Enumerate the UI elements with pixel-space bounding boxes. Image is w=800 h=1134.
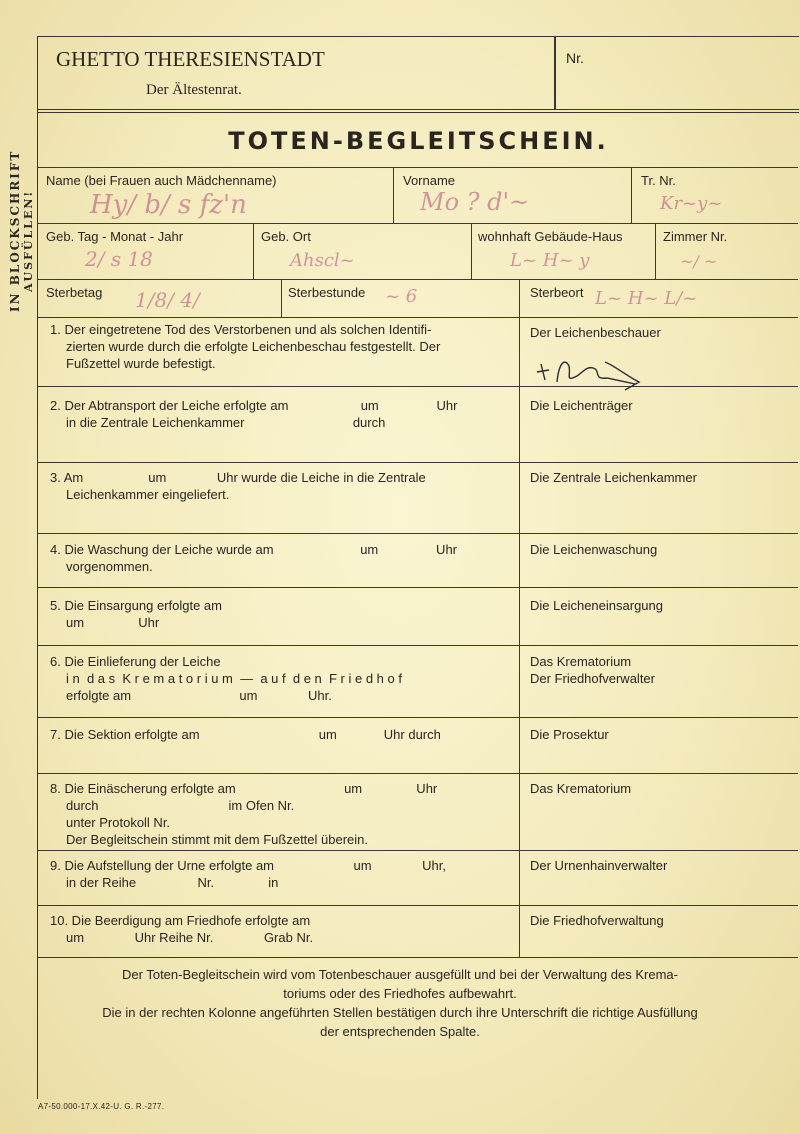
rule [38,462,798,463]
section-3-right: Die Zentrale Leichenkammer [530,470,697,485]
signature-icon [535,352,655,397]
rule [38,223,798,224]
form-title: TOTEN-BEGLEITSCHEIN. [228,127,609,155]
field-geb-tag-label: Geb. Tag - Monat - Jahr [46,229,184,244]
section-4-text: 4. Die Waschung der Leiche wurde am um Uhr vorgenommen. [50,542,457,574]
rule-v [471,223,472,279]
section-5-right: Die Leicheneinsargung [530,598,663,613]
rule-v [631,167,632,223]
field-sterbetag-label: Sterbetag [46,285,103,300]
handwriting-geb-tag: 2/ s 18 [85,247,153,271]
section-2-text: 2. Der Abtransport der Leiche erfolgte am um Uhr in die Zentrale Leichenkammer durch [50,398,458,430]
section-5-text: 5. Die Einsargung erfolgte am um Uhr [50,598,222,630]
rule-v [519,279,520,957]
field-zimmer-label: Zimmer Nr. [663,229,728,244]
section-4-right: Die Leichenwaschung [530,542,658,557]
rule-v [393,167,394,223]
handwriting-geb-ort: Ahscl~ [290,250,355,271]
nr-label: Nr. [566,50,584,66]
rule [38,386,798,387]
section-10-right: Die Friedhofverwaltung [530,913,664,928]
rule [38,717,798,718]
rule [38,773,798,774]
footer-note: Der Toten-Begleitschein wird vom Totenbeschauer ausgefüllt und bei der Verwaltung des Krema- toriums oder des Friedhofes aufbewahrt. Die in der rechten Kolonne angeführten Stellen bestätigen durch ihre Unterschrift die richtige Ausfüllung der entsprechenden Spalte. [102,967,698,1039]
section-6-right: Das Krematorium Der Friedhofverwalter [530,654,655,686]
handwriting-sterbetag: 1/8/ 4/ [135,288,200,312]
section-1-text: 1. Der eingetretene Tod des Verstorbenen und als solchen Identifi- zierten wurde durch die erfolgte Leichenbeschau festgestellt. Der Fußzettel wurde befestigt. [50,322,441,371]
rule [38,279,798,280]
section-1-right: Der Leichenbeschauer [530,325,661,340]
rule [38,645,798,646]
section-8-right: Das Krematorium [530,781,632,796]
field-vorname-label: Vorname [403,173,456,188]
print-code: A7-50.000-17.X.42-U. G. R.-277. [38,1102,165,1111]
header-title: GHETTO THERESIENSTADT [56,47,325,71]
rule [38,587,798,588]
section-7-text: 7. Die Sektion erfolgte am um Uhr durch [50,727,441,742]
section-8-text: 8. Die Einäscherung erfolgte am um Uhr durch im Ofen Nr. unter Protokoll Nr. Der Begleitschein stimmt mit dem Fußzettel überein. [50,781,438,847]
rule [38,317,798,318]
handwriting-sterbestunde: ~ 6 [385,286,418,307]
rule [38,167,798,168]
header [38,37,799,107]
header-rule-1 [38,109,799,110]
section-9-text: 9. Die Aufstellung der Urne erfolgte am um Uhr, in der Reihe Nr. in [50,858,446,890]
field-wohnhaft-label: wohnhaft Gebäude-Haus [478,229,623,244]
header-rule-2 [38,112,799,113]
rule-v [655,223,656,279]
header-subtitle: Der Ältestenrat. [146,82,242,98]
rule [38,957,798,958]
handwriting-sterbeort: L~ H~ L/~ [595,288,698,309]
section-10-text: 10. Die Beerdigung am Friedhofe erfolgte am um Uhr Reihe Nr. Grab Nr. [50,913,314,945]
side-text-ausfuellen: AUSFÜLLEN! [22,189,35,292]
section-6-text: 6. Die Einlieferung der Leiche i n d a s K r e m a t o r i u m — a u f d e n F r i e d h o f erfolgte am um Uhr. [50,654,402,703]
header-divider [554,37,556,109]
handwriting-zimmer: ~/ ~ [680,252,718,271]
handwriting-wohnhaft: L~ H~ y [510,250,590,271]
field-sterbeort-label: Sterbeort [530,285,584,300]
section-2-right: Die Leichenträger [530,398,633,413]
field-name-label: Name (bei Frauen auch Mädchenname) [46,173,277,188]
field-sterbestunde-label: Sterbestunde [288,285,366,300]
section-9-right: Der Urnenhainverwalter [530,858,668,873]
side-text-blockschrift: IN BLOCKSCHRIFT [8,149,22,312]
rule [38,850,798,851]
field-geb-ort-label: Geb. Ort [261,229,311,244]
handwriting-name: Hy/ b/ s fz'n [90,190,247,220]
rule [38,905,798,906]
section-3-text: 3. Am um Uhr wurde die Leiche in die Zentrale Leichenkammer eingeliefert. [50,470,426,502]
rule-v [253,223,254,279]
field-tr-nr-label: Tr. Nr. [641,173,676,188]
side-instruction [2,149,38,320]
handwriting-vorname: Mo ? d'~ [420,188,530,216]
rule-v [281,279,282,317]
section-7-right: Die Prosektur [530,727,609,742]
rule [38,533,798,534]
handwriting-tr-nr: Kr~y~ [660,193,723,214]
